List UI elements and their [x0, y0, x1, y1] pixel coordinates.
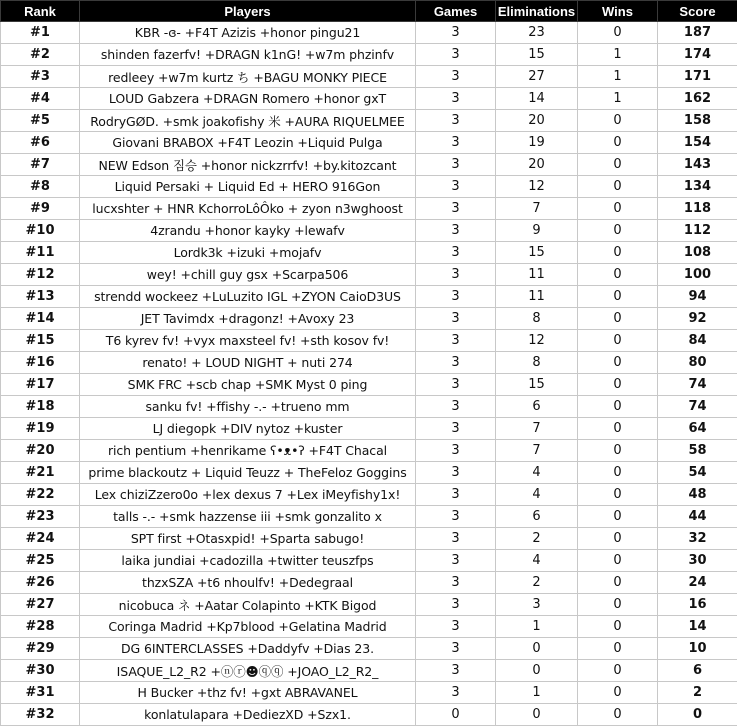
rank-cell: #19 — [1, 418, 80, 440]
wins-cell: 1 — [578, 88, 658, 110]
games-cell: 3 — [416, 154, 496, 176]
rank-cell: #1 — [1, 22, 80, 44]
rank-cell: #31 — [1, 682, 80, 704]
score-cell: 108 — [658, 242, 737, 264]
header-wins: Wins — [578, 1, 658, 22]
table-row — [1, 616, 737, 638]
score-cell: 112 — [658, 220, 737, 242]
wins-cell: 1 — [578, 44, 658, 66]
table-row — [1, 550, 737, 572]
score-cell: 14 — [658, 616, 737, 638]
eliminations-cell: 7 — [496, 198, 578, 220]
rank-cell: #4 — [1, 88, 80, 110]
eliminations-cell: 6 — [496, 396, 578, 418]
eliminations-cell: 9 — [496, 220, 578, 242]
rank-cell: #29 — [1, 638, 80, 660]
games-cell: 3 — [416, 22, 496, 44]
table-header — [1, 1, 737, 22]
players-cell: strendd wockeez +LuLuzito IGL +ZYON CaioD3US — [80, 286, 416, 308]
table-row — [1, 594, 737, 616]
header-score: Score — [658, 1, 737, 22]
eliminations-cell: 12 — [496, 176, 578, 198]
rank-cell: #20 — [1, 440, 80, 462]
table-row — [1, 286, 737, 308]
players-cell: SMK FRC +scb chap +SMK Myst 0 ping — [80, 374, 416, 396]
eliminations-cell: 15 — [496, 44, 578, 66]
wins-cell: 0 — [578, 682, 658, 704]
rank-cell: #30 — [1, 660, 80, 682]
players-cell: KBR -ɞ- +F4T Azizis +honor pingu21 — [80, 22, 416, 44]
wins-cell: 0 — [578, 220, 658, 242]
games-cell: 3 — [416, 242, 496, 264]
rank-cell: #7 — [1, 154, 80, 176]
players-cell: renato! + LOUD NIGHT + nuti 274 — [80, 352, 416, 374]
header-players: Players — [80, 1, 416, 22]
eliminations-cell: 2 — [496, 572, 578, 594]
table-row — [1, 638, 737, 660]
games-cell: 3 — [416, 110, 496, 132]
table-row — [1, 352, 737, 374]
players-cell: wey! +chill guy gsx +Scarpa506 — [80, 264, 416, 286]
wins-cell: 0 — [578, 484, 658, 506]
eliminations-cell: 19 — [496, 132, 578, 154]
rank-cell: #23 — [1, 506, 80, 528]
table-row — [1, 242, 737, 264]
table-row — [1, 528, 737, 550]
eliminations-cell: 8 — [496, 352, 578, 374]
eliminations-cell: 27 — [496, 66, 578, 88]
players-cell: rich pentium +henrikame ʕ•ᴥ•ʔ +F4T Chacal — [80, 440, 416, 462]
games-cell: 3 — [416, 264, 496, 286]
wins-cell: 0 — [578, 242, 658, 264]
eliminations-cell: 14 — [496, 88, 578, 110]
eliminations-cell: 23 — [496, 22, 578, 44]
table-row — [1, 440, 737, 462]
score-cell: 158 — [658, 110, 737, 132]
rank-cell: #15 — [1, 330, 80, 352]
table-row — [1, 44, 737, 66]
players-cell: Giovani BRABOX +F4T Leozin +Liquid Pulga — [80, 132, 416, 154]
eliminations-cell: 0 — [496, 704, 578, 726]
rank-cell: #17 — [1, 374, 80, 396]
wins-cell: 0 — [578, 704, 658, 726]
wins-cell: 0 — [578, 352, 658, 374]
players-cell: JET Tavimdx +dragonz! +Avoxy 23 — [80, 308, 416, 330]
score-cell: 171 — [658, 66, 737, 88]
rank-cell: #3 — [1, 66, 80, 88]
players-cell: redleey +w7m kurtz ち +BAGU MONKY PIECE — [80, 66, 416, 88]
eliminations-cell: 4 — [496, 484, 578, 506]
games-cell: 3 — [416, 528, 496, 550]
eliminations-cell: 6 — [496, 506, 578, 528]
score-cell: 162 — [658, 88, 737, 110]
players-cell: nicobuca ネ +Aatar Colapinto +KTK Bigod — [80, 594, 416, 616]
wins-cell: 0 — [578, 264, 658, 286]
score-cell: 80 — [658, 352, 737, 374]
wins-cell: 0 — [578, 440, 658, 462]
score-cell: 24 — [658, 572, 737, 594]
score-cell: 16 — [658, 594, 737, 616]
table-row — [1, 484, 737, 506]
eliminations-cell: 12 — [496, 330, 578, 352]
score-cell: 32 — [658, 528, 737, 550]
score-cell: 154 — [658, 132, 737, 154]
games-cell: 3 — [416, 682, 496, 704]
eliminations-cell: 20 — [496, 154, 578, 176]
wins-cell: 0 — [578, 506, 658, 528]
eliminations-cell: 7 — [496, 418, 578, 440]
score-cell: 48 — [658, 484, 737, 506]
table-row — [1, 572, 737, 594]
eliminations-cell: 0 — [496, 638, 578, 660]
eliminations-cell: 11 — [496, 264, 578, 286]
eliminations-cell: 11 — [496, 286, 578, 308]
games-cell: 3 — [416, 396, 496, 418]
table-row — [1, 264, 737, 286]
wins-cell: 0 — [578, 330, 658, 352]
score-cell: 84 — [658, 330, 737, 352]
wins-cell: 0 — [578, 176, 658, 198]
table-row — [1, 66, 737, 88]
rank-cell: #26 — [1, 572, 80, 594]
games-cell: 3 — [416, 638, 496, 660]
rank-cell: #18 — [1, 396, 80, 418]
eliminations-cell: 2 — [496, 528, 578, 550]
eliminations-cell: 7 — [496, 440, 578, 462]
score-cell: 143 — [658, 154, 737, 176]
rank-cell: #32 — [1, 704, 80, 726]
players-cell: konlatulapara +DediezXD +Szx1. — [80, 704, 416, 726]
score-cell: 0 — [658, 704, 737, 726]
header-games: Games — [416, 1, 496, 22]
players-cell: Coringa Madrid +Kp7blood +Gelatina Madrid — [80, 616, 416, 638]
players-cell: 4zrandu +honor kayky +lewafv — [80, 220, 416, 242]
table-row — [1, 110, 737, 132]
eliminations-cell: 8 — [496, 308, 578, 330]
rank-cell: #27 — [1, 594, 80, 616]
table-row — [1, 198, 737, 220]
players-cell: laika jundiai +cadozilla +twitter teuszfps — [80, 550, 416, 572]
wins-cell: 0 — [578, 572, 658, 594]
wins-cell: 0 — [578, 462, 658, 484]
rank-cell: #28 — [1, 616, 80, 638]
players-cell: H Bucker +thz fv! +gxt ABRAVANEL — [80, 682, 416, 704]
header-rank: Rank — [1, 1, 80, 22]
table-row — [1, 506, 737, 528]
rank-cell: #25 — [1, 550, 80, 572]
wins-cell: 0 — [578, 22, 658, 44]
rank-cell: #24 — [1, 528, 80, 550]
wins-cell: 0 — [578, 154, 658, 176]
games-cell: 3 — [416, 484, 496, 506]
wins-cell: 0 — [578, 594, 658, 616]
wins-cell: 0 — [578, 132, 658, 154]
players-cell: shinden fazerfv! +DRAGN k1nG! +w7m phzinfv — [80, 44, 416, 66]
rank-cell: #13 — [1, 286, 80, 308]
score-cell: 118 — [658, 198, 737, 220]
score-cell: 58 — [658, 440, 737, 462]
score-cell: 30 — [658, 550, 737, 572]
table-row — [1, 374, 737, 396]
players-cell: Liquid Persaki + Liquid Ed + HERO 916Gon — [80, 176, 416, 198]
players-cell: prime blackoutz + Liquid Teuzz + TheFeloz Goggins — [80, 462, 416, 484]
games-cell: 3 — [416, 176, 496, 198]
games-cell: 0 — [416, 704, 496, 726]
eliminations-cell: 3 — [496, 594, 578, 616]
rank-cell: #2 — [1, 44, 80, 66]
players-cell: LJ diegopk +DIV nytoz +kuster — [80, 418, 416, 440]
table-row — [1, 704, 737, 726]
games-cell: 3 — [416, 308, 496, 330]
rank-cell: #10 — [1, 220, 80, 242]
games-cell: 3 — [416, 572, 496, 594]
table-row — [1, 330, 737, 352]
eliminations-cell: 1 — [496, 616, 578, 638]
wins-cell: 0 — [578, 528, 658, 550]
header-row — [1, 1, 737, 22]
table-row — [1, 176, 737, 198]
wins-cell: 0 — [578, 660, 658, 682]
games-cell: 3 — [416, 88, 496, 110]
score-cell: 74 — [658, 396, 737, 418]
eliminations-cell: 1 — [496, 682, 578, 704]
games-cell: 3 — [416, 66, 496, 88]
games-cell: 3 — [416, 462, 496, 484]
players-cell: ISAQUE_L2_R2 +ⓝⓡ☻ⓠⓠ +JOAO_L2_R2_ — [80, 660, 416, 682]
rank-cell: #6 — [1, 132, 80, 154]
score-cell: 187 — [658, 22, 737, 44]
table-row — [1, 660, 737, 682]
players-cell: DG 6INTERCLASSES +Daddyfv +Dias 23. — [80, 638, 416, 660]
table-row — [1, 220, 737, 242]
eliminations-cell: 0 — [496, 660, 578, 682]
players-cell: LOUD Gabzera +DRAGN Romero +honor gxT — [80, 88, 416, 110]
wins-cell: 0 — [578, 374, 658, 396]
table-row — [1, 682, 737, 704]
eliminations-cell: 4 — [496, 550, 578, 572]
wins-cell: 0 — [578, 396, 658, 418]
wins-cell: 0 — [578, 418, 658, 440]
games-cell: 3 — [416, 220, 496, 242]
wins-cell: 0 — [578, 198, 658, 220]
wins-cell: 1 — [578, 66, 658, 88]
players-cell: Lordk3k +izuki +mojafv — [80, 242, 416, 264]
table-row — [1, 308, 737, 330]
table-row — [1, 462, 737, 484]
score-cell: 64 — [658, 418, 737, 440]
players-cell: lucxshter + HNR KchorroLôÔko + zyon n3wghoost — [80, 198, 416, 220]
score-cell: 174 — [658, 44, 737, 66]
games-cell: 3 — [416, 616, 496, 638]
table-body — [1, 22, 737, 726]
eliminations-cell: 15 — [496, 242, 578, 264]
rank-cell: #16 — [1, 352, 80, 374]
score-cell: 10 — [658, 638, 737, 660]
games-cell: 3 — [416, 374, 496, 396]
rank-cell: #8 — [1, 176, 80, 198]
eliminations-cell: 15 — [496, 374, 578, 396]
score-cell: 92 — [658, 308, 737, 330]
games-cell: 3 — [416, 44, 496, 66]
games-cell: 3 — [416, 550, 496, 572]
wins-cell: 0 — [578, 550, 658, 572]
wins-cell: 0 — [578, 638, 658, 660]
rank-cell: #11 — [1, 242, 80, 264]
wins-cell: 0 — [578, 110, 658, 132]
score-cell: 54 — [658, 462, 737, 484]
rank-cell: #14 — [1, 308, 80, 330]
games-cell: 3 — [416, 594, 496, 616]
players-cell: talls -.- +smk hazzense iii +smk gonzalito x — [80, 506, 416, 528]
games-cell: 3 — [416, 132, 496, 154]
games-cell: 3 — [416, 506, 496, 528]
table-row — [1, 88, 737, 110]
score-cell: 134 — [658, 176, 737, 198]
table-row — [1, 22, 737, 44]
table-row — [1, 418, 737, 440]
players-cell: sanku fv! +ffishy -.- +trueno mm — [80, 396, 416, 418]
players-cell: thzxSZA +t6 nhoulfv! +Dedegraal — [80, 572, 416, 594]
score-cell: 2 — [658, 682, 737, 704]
players-cell: T6 kyrev fv! +vyx maxsteel fv! +sth kosov fv! — [80, 330, 416, 352]
score-cell: 94 — [658, 286, 737, 308]
players-cell: SPT first +Otasxpid! +Sparta sabugo! — [80, 528, 416, 550]
rank-cell: #12 — [1, 264, 80, 286]
players-cell: RodryGØD. +smk joakofishy 米 +AURA RIQUELMEE — [80, 110, 416, 132]
games-cell: 3 — [416, 198, 496, 220]
rank-cell: #5 — [1, 110, 80, 132]
score-cell: 74 — [658, 374, 737, 396]
games-cell: 3 — [416, 330, 496, 352]
wins-cell: 0 — [578, 308, 658, 330]
eliminations-cell: 20 — [496, 110, 578, 132]
games-cell: 3 — [416, 440, 496, 462]
eliminations-cell: 4 — [496, 462, 578, 484]
games-cell: 3 — [416, 660, 496, 682]
score-cell: 100 — [658, 264, 737, 286]
table-row — [1, 132, 737, 154]
games-cell: 3 — [416, 418, 496, 440]
table-row — [1, 154, 737, 176]
score-cell: 44 — [658, 506, 737, 528]
header-eliminations: Eliminations — [496, 1, 578, 22]
wins-cell: 0 — [578, 286, 658, 308]
games-cell: 3 — [416, 286, 496, 308]
rank-cell: #9 — [1, 198, 80, 220]
score-cell: 6 — [658, 660, 737, 682]
players-cell: NEW Edson 짐승 +honor nickzrrfv! +by.kitozcant — [80, 154, 416, 176]
wins-cell: 0 — [578, 616, 658, 638]
table-row — [1, 396, 737, 418]
players-cell: Lex chiziZzero0o +lex dexus 7 +Lex iMeyfishy1x! — [80, 484, 416, 506]
rank-cell: #21 — [1, 462, 80, 484]
rank-cell: #22 — [1, 484, 80, 506]
games-cell: 3 — [416, 352, 496, 374]
